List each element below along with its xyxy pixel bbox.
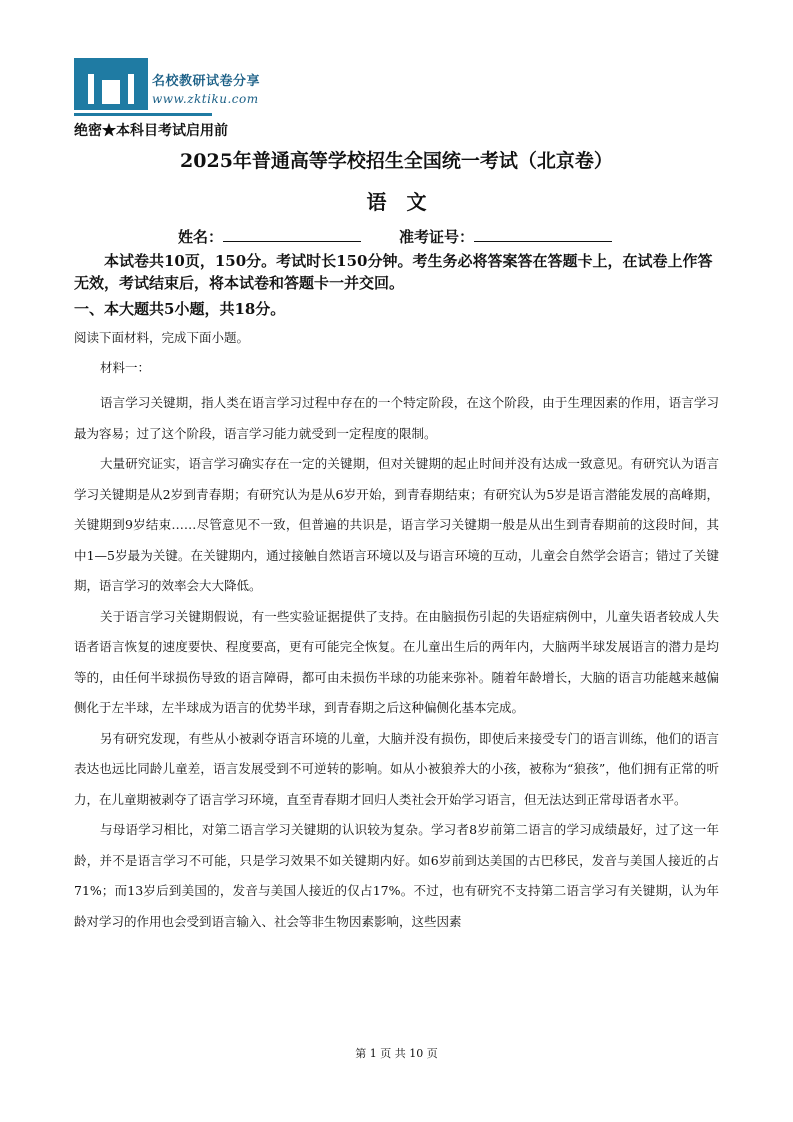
section-heading: 一、本大题共5小题，共18分。 (74, 300, 286, 318)
name-blank (223, 227, 361, 242)
header-divider (74, 113, 212, 116)
id-blank (474, 227, 612, 242)
material-label: 材料一： (100, 360, 151, 375)
id-label: 准考证号： (399, 228, 475, 246)
name-label: 姓名： (178, 228, 224, 246)
page-footer: 第 1 页 共 10 页 (355, 1047, 438, 1060)
exam-notice: 本试卷共10页，150分。考试时长150分钟。考生务必将答案答在答题卡上，在试卷上作答无效，考试结束后，将本试卷和答题卡一并交回。 (74, 252, 713, 292)
paragraph: 另有研究发现，有些从小被剥夺语言环境的儿童，大脑并没有损伤，即使后来接受专门的语言训练，他们的语言表达也远比同龄儿童差，语言发展受到不可逆转的影响。如从小被狼养大的小孩，被称为“狼孩”，他们拥有正常的听力，在儿童期被剥夺了语言学习环境，直至青春期才回归人类社会开始学习语言，但无法达到正常母语者水平。 (74, 730, 719, 807)
school-gate-logo-icon (74, 58, 148, 110)
brand-url: www.zktiku.com (152, 92, 259, 106)
paragraph: 大量研究证实，语言学习确实存在一定的关键期，但对关键期的起止时间并没有达成一致意见。有研究认为语言学习关键期是从2岁到青春期；有研究认为是从6岁开始，到青春期结束；有研究认为5岁是语言潜能发展的高峰期，关键期到9岁结束……尽管意见不一致，但普遍的共识是，语言学习关键期一般是从出生到青春期前的这段时间，其中1—5岁最为关键。在关键期内，通过接触自然语言环境以及与语言环境的互动，儿童会自然学会语言；错过了关键期，语言学习的效率会大大降低。 (74, 456, 719, 593)
subject-title: 语文 (366, 190, 447, 214)
reading-instruction: 阅读下面材料，完成下面小题。 (74, 330, 250, 345)
material-body (74, 388, 719, 937)
secret-notice: 绝密★本科目考试启用前 (74, 123, 228, 139)
candidate-info-row (178, 226, 612, 247)
paragraph: 与母语学习相比，对第二语言学习关键期的认识较为复杂。学习者8岁前第二语言的学习成绩最好，过了这一年龄，并不是语言学习不可能，只是学习效果不如关键期内好。如6岁前到达美国的古巴移民，发音与美国人接近的占71%；而13岁后到美国的，发音与美国人接近的仅占17%。不过，也有研究不支持第二语言学习有关键期，认为年龄对学习的作用也会受到语言输入、社会等非生物因素影响，这些因素 (74, 822, 719, 929)
exam-title: 2025年普通高等学校招生全国统一考试（北京卷） (180, 150, 613, 172)
paragraph: 语言学习关键期，指人类在语言学习过程中存在的一个特定阶段，在这个阶段，由于生理因素的作用，语言学习最为容易；过了这个阶段，语言学习能力就受到一定程度的限制。 (74, 395, 719, 441)
paragraph: 关于语言学习关键期假说，有一些实验证据提供了支持。在由脑损伤引起的失语症病例中，儿童失语者较成人失语者语言恢复的速度要快、程度要高，更有可能完全恢复。在儿童出生后的两年内，大脑两半球发展语言的潜力是均等的，由任何半球损伤导致的语言障碍，都可由未损伤半球的功能来弥补。随着年龄增长，大脑的语言功能越来越偏侧化于左半球，左半球成为语言的优势半球，到青春期之后这种偏侧化基本完成。 (74, 608, 719, 715)
brand-name: 名校教研试卷分享 (152, 74, 261, 89)
